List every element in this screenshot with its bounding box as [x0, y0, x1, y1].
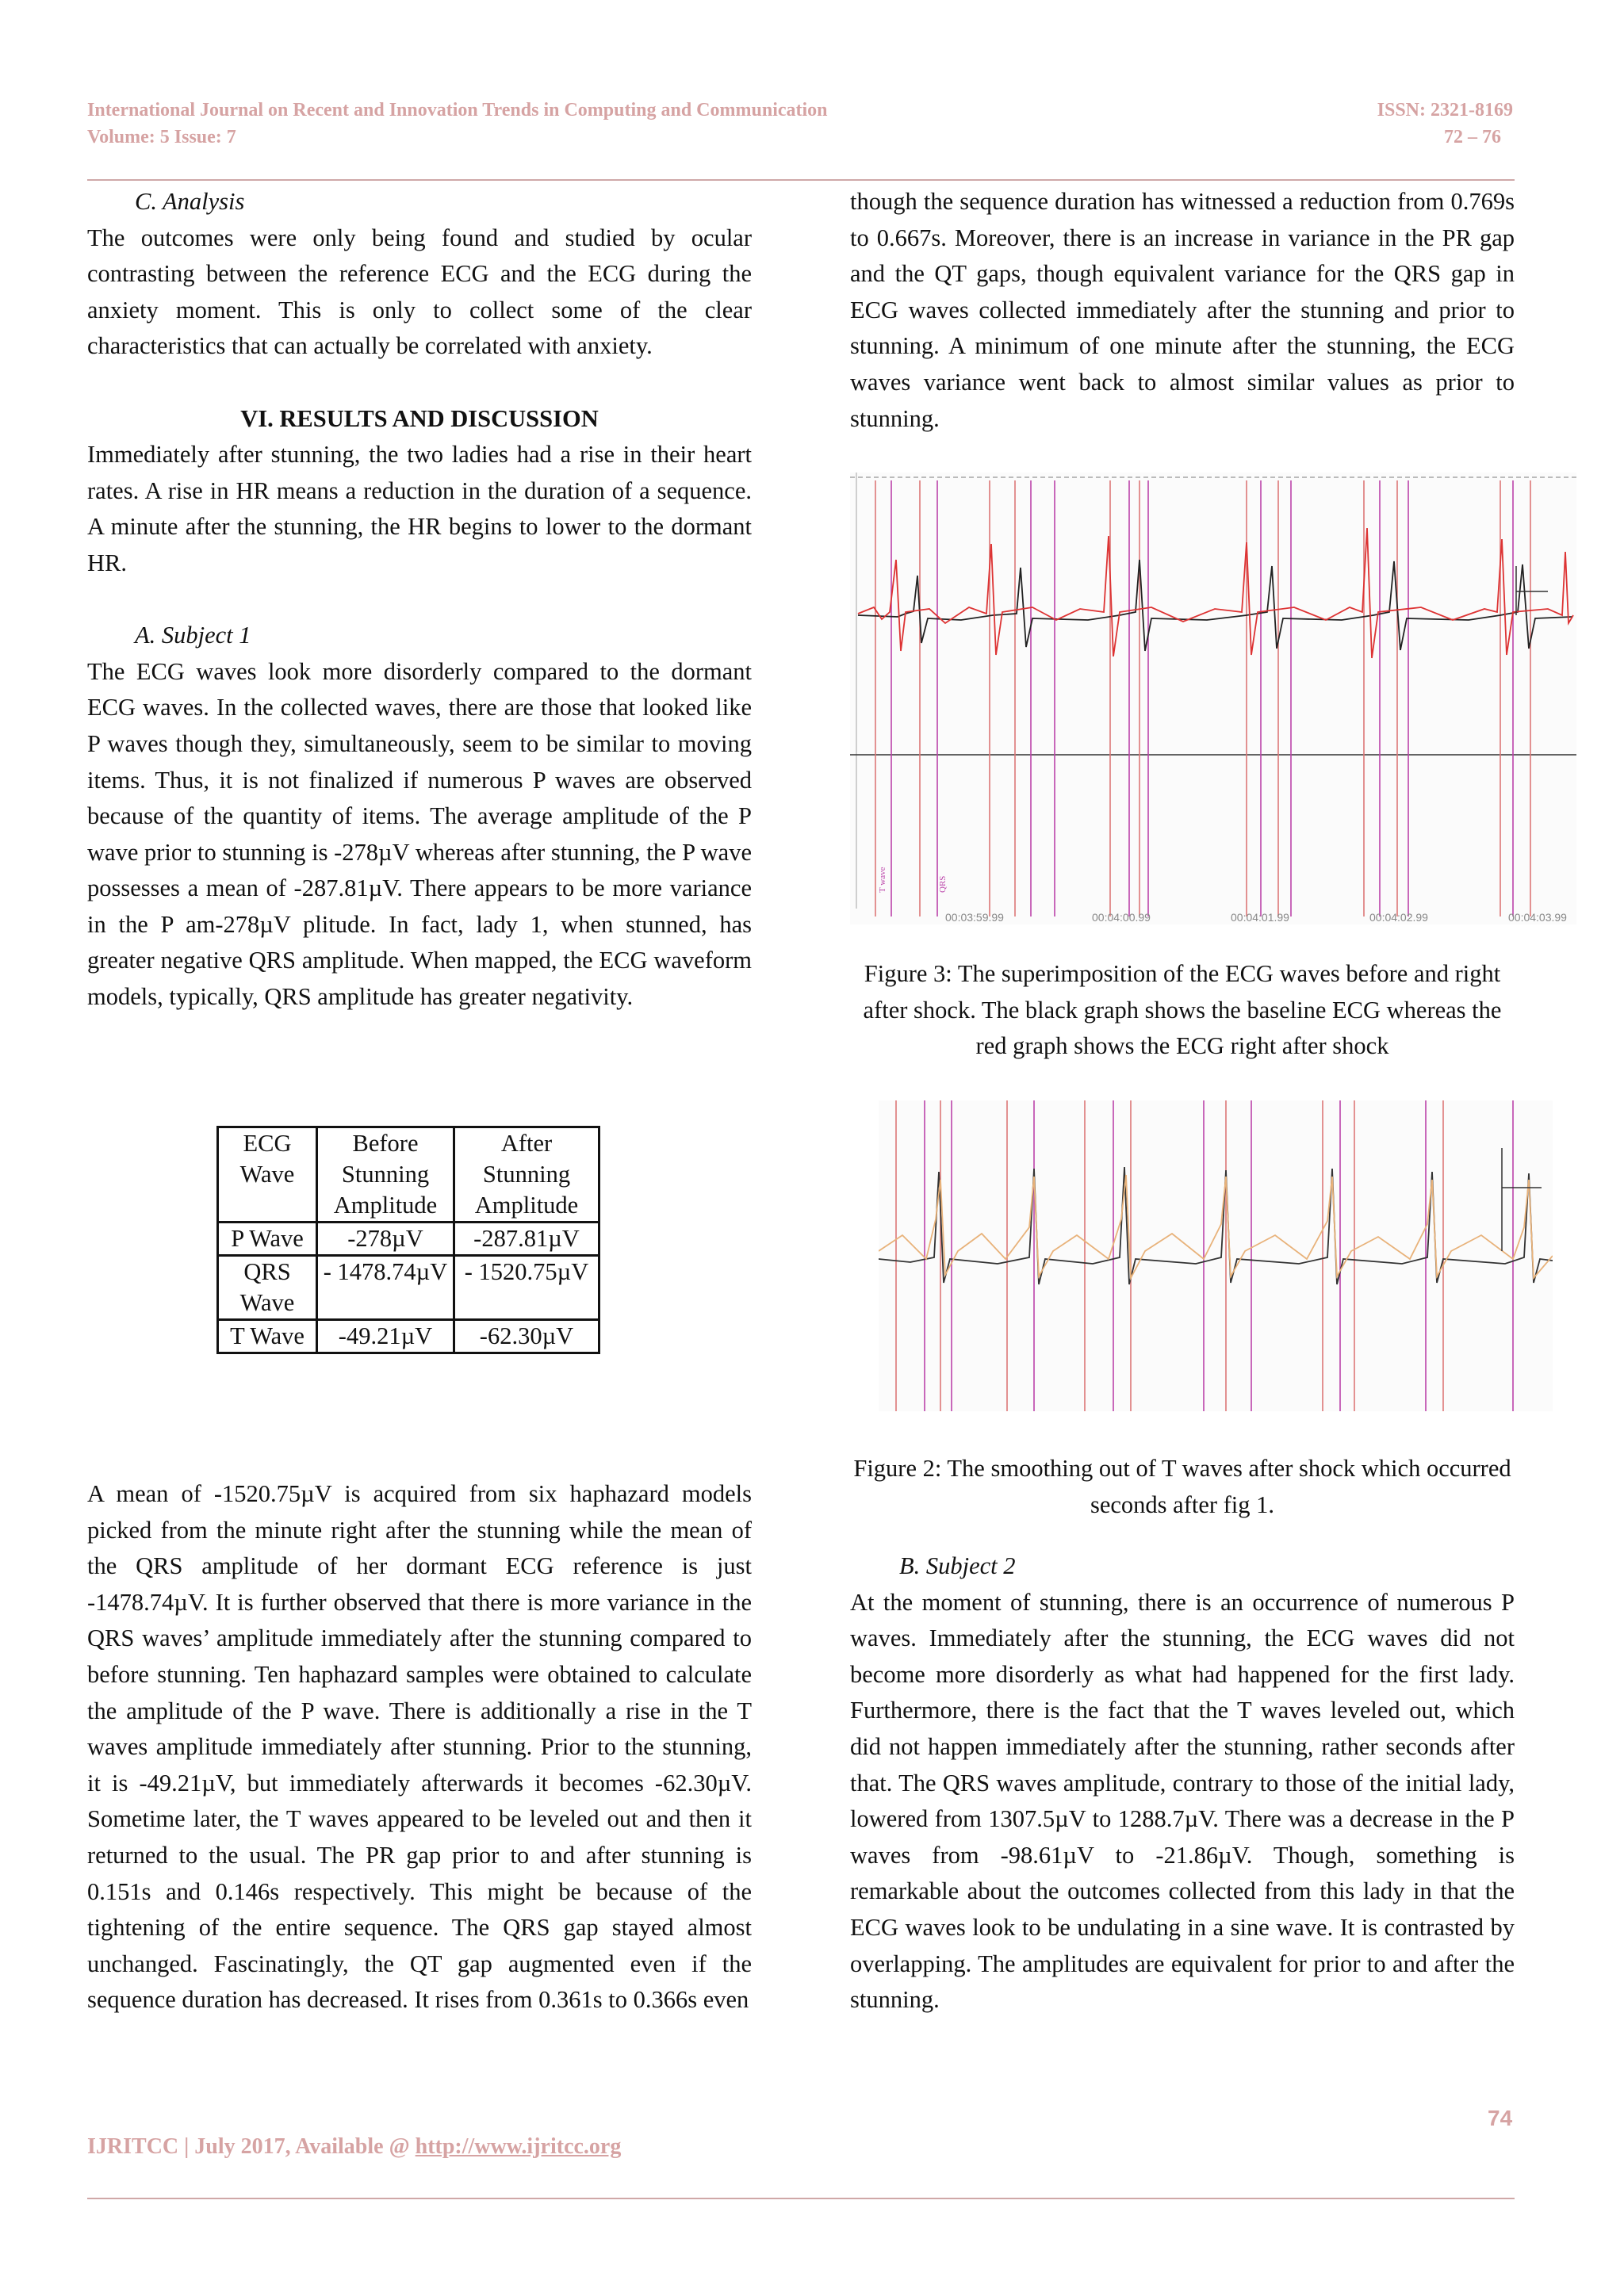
continued-paragraph: though the sequence duration has witnessed a reduction from 0.769s to 0.667s. Moreover, there is an increase in variance in the PR gap and the QT gaps, though equivalent variance for the QRS gap in ECG waves collected immediately after the stunning and prior to stunning. A minimum of one minute after the stunning, the ECG waves variance went back to almost similar values as prior to stunning.	[850, 188, 1515, 432]
footer-label: IJRITCC | July 2017, Available @	[87, 2134, 416, 2159]
time-tick-label: 00:04:02.99	[1369, 911, 1428, 924]
table-row	[218, 1223, 599, 1256]
analysis-paragraph: The outcomes were only being found and studied by ocular contrasting between the reference ECG and the ECG during the anxiety moment. This is only to collect some of the clear characteristics that can actually be correlated with anxiety.	[87, 224, 752, 360]
table-header-row	[218, 1127, 599, 1223]
left-column-continued	[87, 1476, 752, 2019]
footer-rule	[87, 2198, 1515, 2199]
figure-3-plot	[850, 473, 1576, 924]
table-header-cell: ECG Wave	[218, 1127, 317, 1223]
table-row	[218, 1256, 599, 1320]
amplitude-table	[216, 1126, 600, 1354]
baseline-ecg-trace	[879, 1167, 1553, 1284]
figure-2-ecg	[879, 1100, 1553, 1411]
subject2-heading: B. Subject 2	[899, 1552, 1016, 1579]
footer-link[interactable]: http://www.ijritcc.org	[415, 2134, 622, 2159]
figure-3-markers	[875, 480, 1530, 916]
table-cell: -49.21µV	[317, 1320, 454, 1353]
after-table-paragraph: A mean of -1520.75µV is acquired from six haphazard models picked from the minute right after the stunning while the mean of the QRS amplitude of her dormant ECG reference is just -1478.74µV. It is further observed that there is more variance in the QRS waves’ amplitude immediately after the stunning compared to before stunning. Ten haphazard samples were obtained to calculate the amplitude of the P wave. There is additionally a rise in the T waves amplitude immediately after stunning. Prior to the stunning, it is -49.21µV, but immediately afterwards it becomes -62.30µV. Sometime later, the T waves appeared to be leveled out and then it returned to the usual. The PR gap prior to and after stunning is 0.151s and 0.146s respectively. This might be because of the tightening of the entire sequence. The QRS gap stayed almost unchanged. Fascinatingly, the QT gap augmented even if the sequence duration has decreased. It rises from 0.361s to 0.366s even	[87, 1480, 752, 2014]
svg-text:T wave: T wave	[878, 867, 887, 893]
time-tick-label: 00:04:03.99	[1508, 911, 1567, 924]
table-cell: P Wave	[218, 1223, 317, 1256]
time-tick-label: 00:03:59.99	[945, 911, 1004, 924]
figure-3-caption: Figure 3: The superimposition of the ECG waves before and right after shock. The black graph shows the baseline ECG whereas the red graph shows the ECG right after shock	[863, 960, 1502, 1060]
header-rule	[87, 179, 1515, 181]
table-row	[218, 1320, 599, 1353]
right-column-continued	[850, 1548, 1515, 2019]
page-number: 74	[1488, 2106, 1513, 2130]
table-cell: T Wave	[218, 1320, 317, 1353]
figure-3-ecg	[850, 473, 1576, 924]
issn: ISSN: 2321-8169	[1377, 100, 1513, 121]
time-tick-label: 00:04:01.99	[1231, 911, 1289, 924]
table-cell: -278µV	[317, 1223, 454, 1256]
table-cell: -287.81µV	[454, 1223, 599, 1256]
section-heading: VI. RESULTS AND DISCUSSION	[240, 404, 599, 432]
time-tick-label: 00:04:00.99	[1092, 911, 1151, 924]
subject1-paragraph: The ECG waves look more disorderly compared to the dormant ECG waves. In the collected waves, there are those that looked like P waves though they, simultaneously, seem to be similar to moving items. Thus, it is not finalized if numerous P waves are observed because of the quantity of items. The average amplitude of the P wave prior to stunning is -278µV whereas after stunning, the P wave possesses a mean of -287.81µV. There appears to be more variance in the P am-278µV plitude. In fact, lady 1, when stunned, has greater negative QRS amplitude. When mapped, the ECG waveform models, typically, QRS amplitude has greater negativity.	[87, 657, 752, 1011]
figure-2-caption: Figure 2: The smoothing out of T waves after shock which occurred seconds after fig 1.	[853, 1455, 1511, 1518]
table-header-cell: Before Stunning Amplitude	[317, 1127, 454, 1223]
after-shock-ecg-trace	[858, 528, 1573, 658]
journal-title: International Journal on Recent and Innovation Trends in Computing and Communication	[87, 100, 828, 121]
subject1-heading: A. Subject 1	[135, 622, 251, 649]
footer-text	[87, 2134, 621, 2160]
baseline-ecg-trace	[858, 560, 1572, 651]
table-cell: - 1478.74µV	[317, 1256, 454, 1320]
volume-issue: Volume: 5 Issue: 7	[87, 127, 236, 147]
left-column	[87, 184, 752, 1016]
right-column	[850, 184, 1515, 437]
table-cell: - 1520.75µV	[454, 1256, 599, 1320]
analysis-heading: C. Analysis	[135, 188, 245, 215]
table-cell: -62.30µV	[454, 1320, 599, 1353]
svg-text:QRS: QRS	[938, 875, 948, 893]
page-range: 72 – 76	[1444, 127, 1501, 147]
subject2-paragraph: At the moment of stunning, there is an occurrence of numerous P waves. Immediately after the stunning, the ECG waves did not become more disorderly as what had happened for the first lady. Furthermore, there is the fact that the T waves leveled out, which did not happen immediately after the stunning, rather seconds after that. The QRS waves amplitude, contrary to those of the initial lady, lowered from 1307.5µV to 1288.7µV. There was a decrease in the P waves from -98.61µV to -21.86µV. Though, something is remarkable about the outcomes collected from this lady in that the ECG waves look to be undulating in a sine wave. It is contrasted by overlapping. The amplitudes are equivalent for prior to and after the stunning.	[850, 1588, 1515, 2014]
results-paragraph: Immediately after stunning, the two ladies had a rise in their heart rates. A rise in HR means a reduction in the duration of a sequence. A minute after the stunning, the HR begins to lower to the dormant HR.	[87, 441, 752, 576]
figure-2-plot	[879, 1100, 1553, 1411]
table-cell: QRS Wave	[218, 1256, 317, 1320]
table-header-cell: After Stunning Amplitude	[454, 1127, 599, 1223]
figure-3-time-axis	[945, 911, 1567, 924]
